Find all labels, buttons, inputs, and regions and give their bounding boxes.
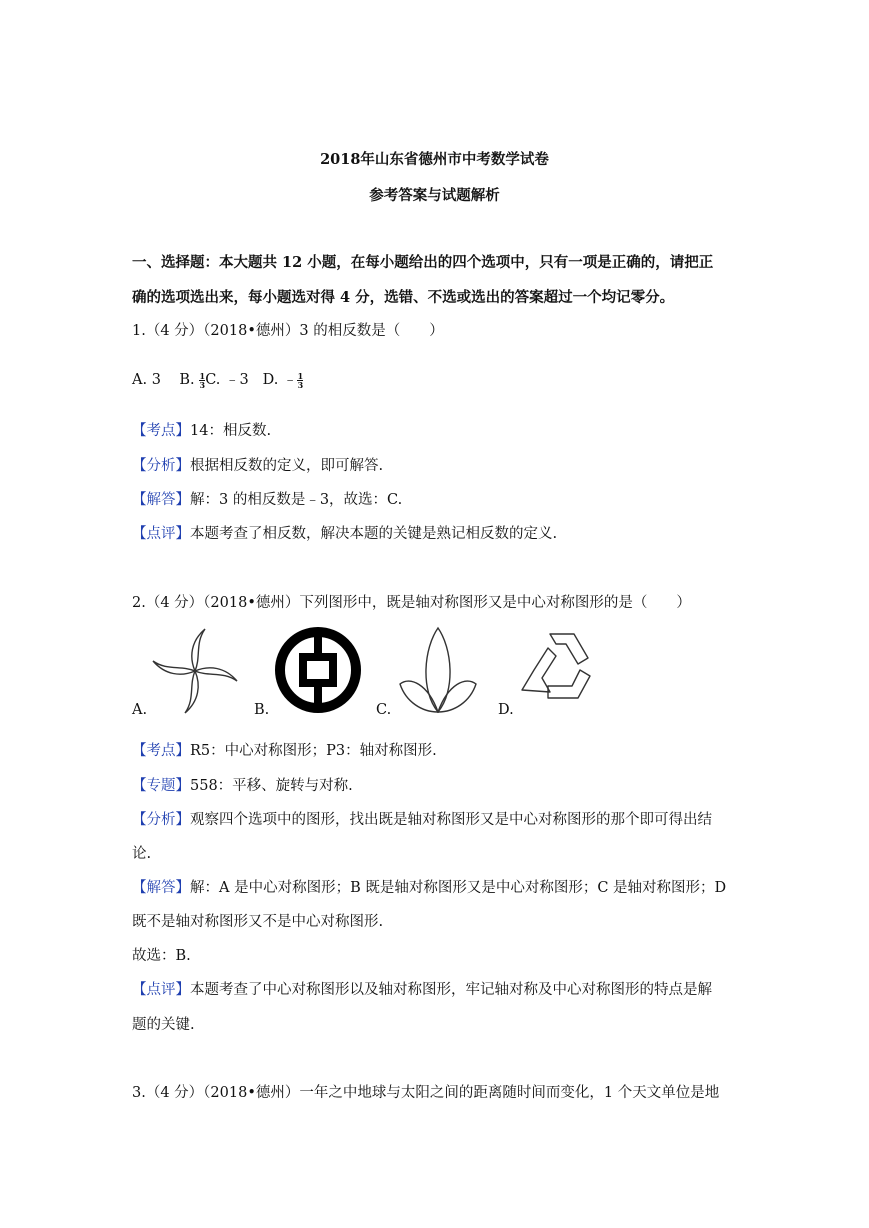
fenxi-tag: 【分析】 <box>132 458 190 474</box>
q3-stem: 3.（4 分）（2018•德州）一年之中地球与太阳之间的距离随时间而变化，1 个天文单位是地 <box>132 1085 720 1101</box>
q1-option-d-fraction <box>297 372 303 389</box>
q2-fenxi-line2: 论. <box>132 846 152 862</box>
q1-fenxi <box>132 454 383 475</box>
zhuanti-tag: 【专题】 <box>132 778 190 794</box>
q2-label-d: D. <box>498 702 514 718</box>
page-title: 2018年山东省德州市中考数学试卷 <box>320 151 549 168</box>
q2-jieda-line2: 既不是轴对称图形又不是中心对称图形. <box>132 914 384 930</box>
q2-label-b: B. <box>254 702 270 718</box>
section-heading-line2: 确的选项选出来，每小题选对得 4 分，选错、不选或选出的答案超过一个均记零分。 <box>132 289 675 306</box>
q2-figure-d-recycle-triangles <box>518 630 594 716</box>
q2-label-c: C. <box>376 702 392 718</box>
q1-option-c: C. ﹣3 <box>205 372 249 388</box>
q1-option-b: B. <box>179 372 195 388</box>
q2-jieda-line1 <box>132 876 726 897</box>
fraction-numerator: 1 <box>199 370 206 381</box>
q1-kaodian <box>132 419 271 440</box>
q1-dianping <box>132 522 557 543</box>
q1-option-d: D. ﹣ <box>262 372 298 388</box>
pinwheel-blade <box>153 661 195 674</box>
q2-kaodian <box>132 739 437 760</box>
q1-options <box>132 368 303 389</box>
q2-figure-a-pinwheel <box>150 626 240 716</box>
q2-stem: 2.（4 分）（2018•德州）下列图形中，既是轴对称图形又是中心对称图形的是（ ） <box>132 595 691 611</box>
q2-dianping-text: 本题考查了中心对称图形以及轴对称图形，牢记轴对称及中心对称图形的特点是解 <box>190 982 712 998</box>
q1-option-a: A. 3 <box>132 372 161 388</box>
q2-dianping-line1 <box>132 978 712 999</box>
q1-kaodian-text: 14：相反数. <box>190 423 272 439</box>
q1-fenxi-text: 根据相反数的定义，即可解答. <box>190 458 384 474</box>
q2-figure-c-lotus <box>398 624 478 716</box>
kaodian-tag: 【考点】 <box>132 423 190 439</box>
dianping-tag: 【点评】 <box>132 526 190 542</box>
fenxi-tag: 【分析】 <box>132 812 190 828</box>
q1-stem: 1.（4 分）（2018•德州）3 的相反数是（ ） <box>132 323 444 339</box>
jieda-tag: 【解答】 <box>132 492 190 508</box>
q2-dianping-line2: 题的关键. <box>132 1017 195 1033</box>
q1-jieda <box>132 488 402 509</box>
pinwheel-blade <box>185 671 198 713</box>
q2-jieda-line3: 故选：B. <box>132 948 191 964</box>
q2-zhuanti <box>132 774 353 795</box>
pinwheel-blade <box>192 629 205 671</box>
q1-jieda-text: 解：3 的相反数是﹣3，故选：C. <box>190 492 403 508</box>
q1-dianping-text: 本题考查了相反数，解决本题的关键是熟记相反数的定义. <box>190 526 558 542</box>
jieda-tag: 【解答】 <box>132 880 190 896</box>
page-subtitle: 参考答案与试题解析 <box>369 187 500 204</box>
q2-fenxi-text: 观察四个选项中的图形，找出既是轴对称图形又是中心对称图形的那个即可得出结 <box>190 812 712 828</box>
pinwheel-blade <box>195 668 237 681</box>
dianping-tag: 【点评】 <box>132 982 190 998</box>
fraction-numerator: 1 <box>297 370 304 381</box>
kaodian-tag: 【考点】 <box>132 743 190 759</box>
q2-jieda-text: 解：A 是中心对称图形；B 既是轴对称图形又是中心对称图形；C 是轴对称图形；D <box>190 880 727 896</box>
fraction-denominator: 3 <box>199 379 206 390</box>
q2-kaodian-text: R5：中心对称图形；P3：轴对称图形. <box>190 743 437 759</box>
q2-zhuanti-text: 558：平移、旋转与对称. <box>190 778 353 794</box>
q2-figure-b-coin-logo <box>272 624 364 716</box>
section-heading-line1: 一、选择题：本大题共 12 小题，在每小题给出的四个选项中，只有一项是正确的，请把正 <box>132 254 714 271</box>
q2-fenxi-line1 <box>132 808 712 829</box>
fraction-denominator: 3 <box>297 379 304 390</box>
q2-label-a: A. <box>132 702 148 718</box>
